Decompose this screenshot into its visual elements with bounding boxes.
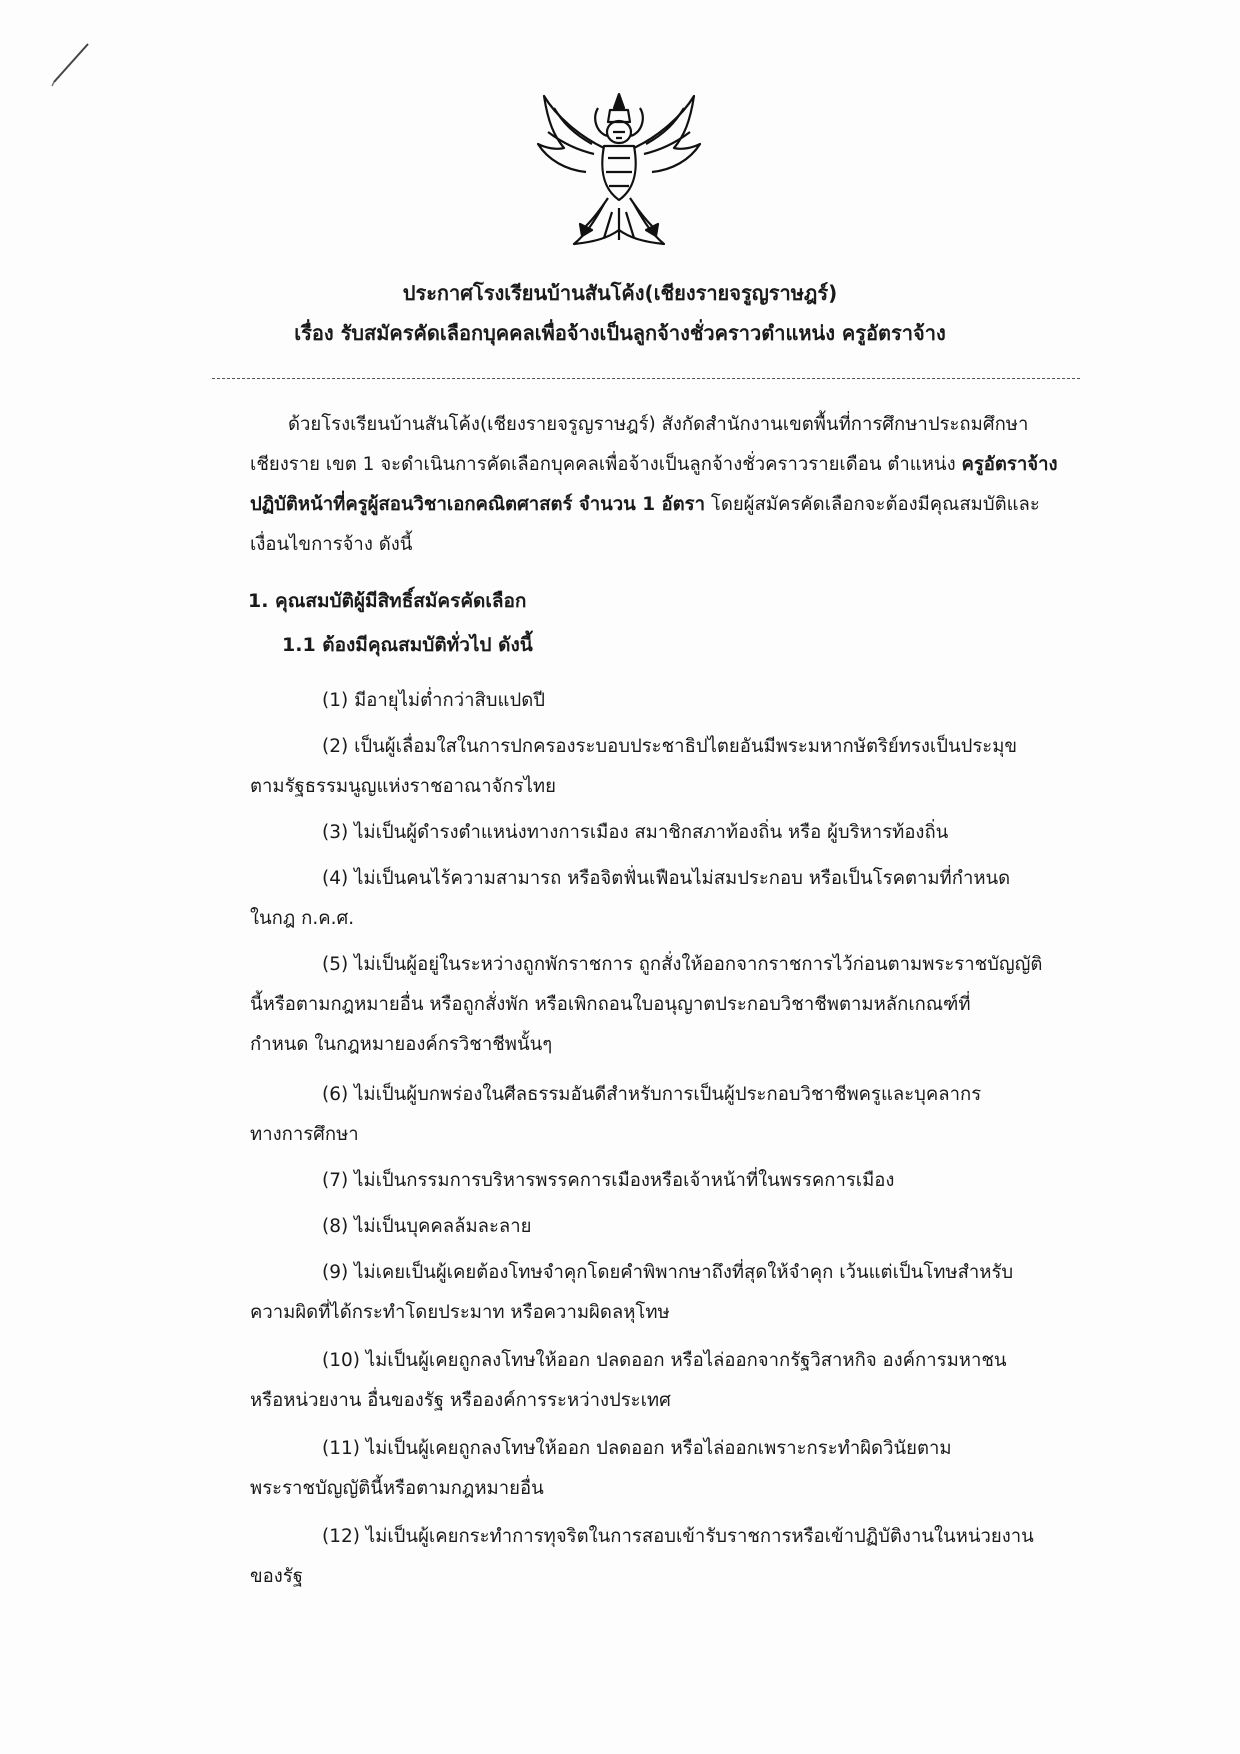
announcement-subject: เรื่อง รับสมัครคัดเลือกบุคคลเพื่อจ้างเป็นลูกจ้างชั่วคราวตำแหน่ง ครูอัตราจ้าง xyxy=(294,321,946,345)
garuda-emblem-icon xyxy=(534,88,704,254)
section-subheading: 1.1 ต้องมีคุณสมบัติทั่วไป ดังนี้ xyxy=(282,634,533,656)
item-11: (11) ไม่เป็นผู้เคยถูกลงโทษให้ออก ปลดออก หรือไล่ออกเพราะกระทำผิดวินัยตาม xyxy=(322,1438,952,1459)
item-10-cont: หรือหน่วยงาน อื่นของรัฐ หรือองค์การระหว่างประเทศ xyxy=(250,1390,671,1411)
item-1: (1) มีอายุไม่ต่ำกว่าสิบแปดปี xyxy=(322,690,545,711)
item-4: (4) ไม่เป็นคนไร้ความสามารถ หรือจิตฟั่นเฟือนไม่สมประกอบ หรือเป็นโรคตามที่กำหนด xyxy=(322,868,1011,889)
item-10: (10) ไม่เป็นผู้เคยถูกลงโทษให้ออก ปลดออก หรือไล่ออกจากรัฐวิสาหกิจ องค์การมหาชน xyxy=(322,1350,1007,1371)
intro-line-2-text: เชียงราย เขต 1 จะดำเนินการคัดเลือกบุคคลเพื่อจ้างเป็นลูกจ้างชั่วคราวรายเดือน ตำแหน่ง xyxy=(250,454,962,475)
item-7: (7) ไม่เป็นกรรมการบริหารพรรคการเมืองหรือเจ้าหน้าที่ในพรรคการเมือง xyxy=(322,1170,895,1191)
item-12: (12) ไม่เป็นผู้เคยกระทำการทุจริตในการสอบเข้ารับราชการหรือเข้าปฏิบัติงานในหน่วยงาน xyxy=(322,1526,1034,1547)
item-9: (9) ไม่เคยเป็นผู้เคยต้องโทษจำคุกโดยคำพิพากษาถึงที่สุดให้จำคุก เว้นแต่เป็นโทษสำหรับ xyxy=(322,1262,1014,1283)
intro-line-3-text: โดยผู้สมัครคัดเลือกจะต้องมีคุณสมบัติและ xyxy=(705,494,1040,515)
item-6-cont: ทางการศึกษา xyxy=(250,1124,359,1145)
position-name: ครูอัตราจ้าง xyxy=(961,454,1058,475)
item-8: (8) ไม่เป็นบุคคลล้มละลาย xyxy=(322,1216,532,1237)
item-12-cont: ของรัฐ xyxy=(250,1566,303,1587)
intro-line-4: เงื่อนไขการจ้าง ดังนี้ xyxy=(250,534,413,555)
dashed-divider xyxy=(212,378,1080,379)
announcement-title: ประกาศโรงเรียนบ้านสันโค้ง(เชียงรายจรูญราษฎร์) xyxy=(402,281,838,305)
intro-line-2 xyxy=(250,450,1058,480)
position-subject: ปฏิบัติหน้าที่ครูผู้สอนวิชาเอกคณิตศาสตร์ จำนวน 1 อัตรา xyxy=(250,494,705,515)
item-2-cont: ตามรัฐธรรมนูญแห่งราชอาณาจักรไทย xyxy=(250,776,556,797)
item-3: (3) ไม่เป็นผู้ดำรงตำแหน่งทางการเมือง สมาชิกสภาท้องถิ่น หรือ ผู้บริหารท้องถิ่น xyxy=(322,822,949,843)
intro-line-3 xyxy=(250,490,1040,520)
item-5-cont-2: กำหนด ในกฎหมายองค์กรวิชาชีพนั้นๆ xyxy=(250,1034,553,1055)
item-9-cont: ความผิดที่ได้กระทำโดยประมาท หรือความผิดลหุโทษ xyxy=(250,1302,670,1323)
section-heading: 1. คุณสมบัติผู้มีสิทธิ์สมัครคัดเลือก xyxy=(248,590,527,612)
intro-line-1: ด้วยโรงเรียนบ้านสันโค้ง(เชียงรายจรูญราษฎร์) สังกัดสำนักงานเขตพื้นที่การศึกษาประถมศึกษา xyxy=(288,414,1029,435)
item-4-cont: ในกฎ ก.ค.ศ. xyxy=(250,908,355,929)
item-5: (5) ไม่เป็นผู้อยู่ในระหว่างถูกพักราชการ ถูกสั่งให้ออกจากราชการไว้ก่อนตามพระราชบัญญัติ xyxy=(322,954,1043,975)
item-2: (2) เป็นผู้เลื่อมใสในการปกครองระบอบประชาธิปไตยอันมีพระมหากษัตริย์ทรงเป็นประมุข xyxy=(322,736,1018,757)
item-5-cont-1: นี้หรือตามกฎหมายอื่น หรือถูกสั่งพัก หรือเพิกถอนใบอนุญาตประกอบวิชาชีพตามหลักเกณฑ์ที่ xyxy=(250,994,971,1015)
item-11-cont: พระราชบัญญัตินี้หรือตามกฎหมายอื่น xyxy=(250,1478,544,1499)
pen-stroke-mark xyxy=(48,42,94,88)
item-6: (6) ไม่เป็นผู้บกพร่องในศีลธรรมอันดีสำหรับการเป็นผู้ประกอบวิชาชีพครูและบุคลากร xyxy=(322,1084,982,1105)
